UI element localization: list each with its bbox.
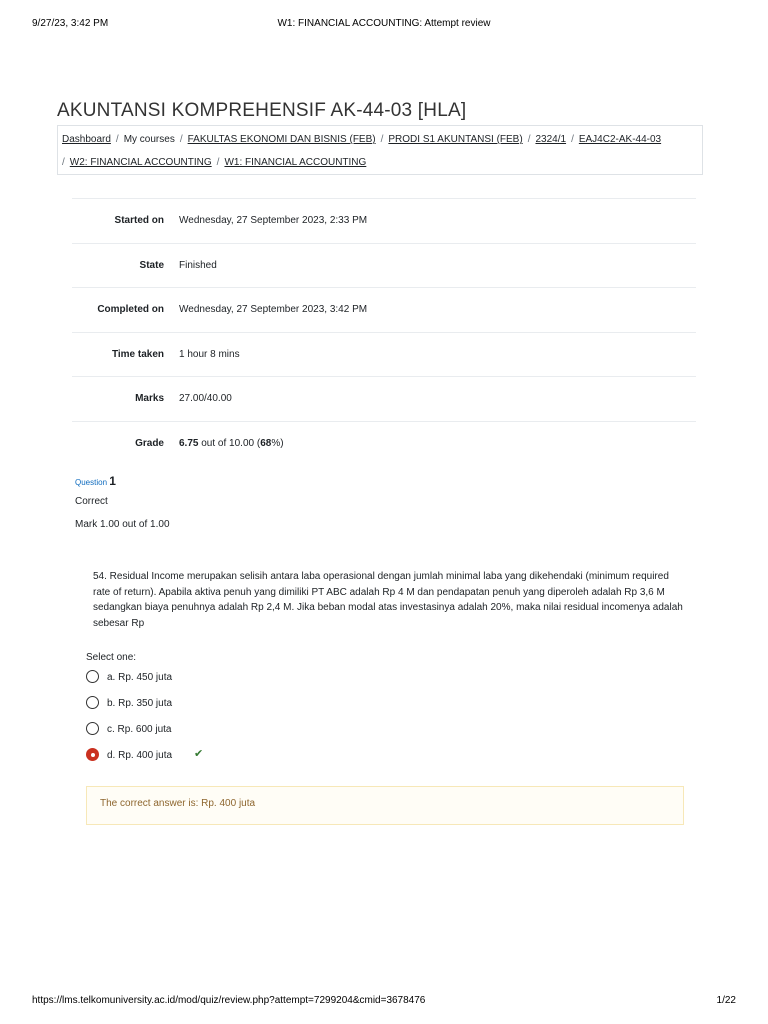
summary-label: Marks xyxy=(135,393,164,404)
radio-icon[interactable] xyxy=(86,696,99,709)
breadcrumb-separator: / xyxy=(62,157,65,168)
print-page-title: W1: FINANCIAL ACCOUNTING: Attempt review xyxy=(277,18,491,29)
grade-out-of: out of 10.00 ( xyxy=(198,437,261,449)
answer-label: c. Rp. 600 juta xyxy=(107,724,172,735)
check-icon: ✔ xyxy=(194,748,204,760)
breadcrumb-term[interactable]: 2324/1 xyxy=(535,134,567,145)
breadcrumb-separator: / xyxy=(527,134,531,145)
summary-row-time-taken xyxy=(72,333,696,378)
summary-row-state xyxy=(72,244,696,289)
summary-row-completed xyxy=(72,288,696,333)
breadcrumb-row-2 xyxy=(62,157,366,171)
grade-percent: 68 xyxy=(260,437,272,449)
answer-prompt: Select one: xyxy=(86,652,137,663)
breadcrumb-my-courses: My courses xyxy=(123,134,175,145)
grade-score: 6.75 xyxy=(179,437,199,449)
summary-value xyxy=(179,438,284,449)
correct-answer-feedback: The correct answer is: Rp. 400 juta xyxy=(86,786,684,825)
summary-label: Time taken xyxy=(111,348,164,360)
summary-row-marks xyxy=(72,377,696,422)
breadcrumb-course-code[interactable]: EAJ4C2-AK-44-03 xyxy=(578,134,662,145)
question-number-value: 1 xyxy=(109,474,116,488)
summary-value: 27.00/40.00 xyxy=(179,393,232,404)
breadcrumb-program[interactable]: PRODI S1 AKUNTANSI (FEB) xyxy=(388,134,523,145)
breadcrumb-separator: / xyxy=(380,134,384,145)
question-text: 54. Residual Income merupakan selisih antara laba operasional dengan jumlah minimal laba yang dikehendaki (minimum required rate of return). Apabila aktiva penuh yang dimiliki PT ABC adalah Rp 4 M dan pendapatan penuh yang diperoleh adalah Rp 3,6 M sedangkan biaya penuhnya adalah Rp 2,4 M. Jika beban modal atas investasinya adalah 20%, maka nilai residual incomenya adalah sebesar Rp xyxy=(93,571,683,629)
question-state: Correct xyxy=(75,496,108,507)
summary-label: Started on xyxy=(114,215,164,226)
print-header xyxy=(32,18,736,32)
print-datetime: 9/27/23, 3:42 PM xyxy=(32,18,109,29)
summary-row-started xyxy=(72,199,696,244)
breadcrumb-separator: / xyxy=(115,134,119,145)
summary-value: Wednesday, 27 September 2023, 3:42 PM xyxy=(179,304,368,315)
breadcrumb-separator: / xyxy=(216,157,220,168)
grade-end: %) xyxy=(271,437,284,449)
question-info xyxy=(75,474,170,530)
breadcrumb xyxy=(57,125,703,175)
question-number xyxy=(75,474,116,488)
breadcrumb-section[interactable]: W2: FINANCIAL ACCOUNTING xyxy=(69,157,212,168)
summary-value: 1 hour 8 mins xyxy=(179,348,240,360)
summary-value: Finished xyxy=(179,259,217,271)
breadcrumb-separator: / xyxy=(571,134,574,145)
answer-label: b. Rp. 350 juta xyxy=(107,698,173,709)
breadcrumb-dashboard[interactable]: Dashboard xyxy=(62,134,111,145)
radio-checked-icon[interactable] xyxy=(86,748,99,761)
radio-icon[interactable] xyxy=(86,722,99,735)
answer-label: a. Rp. 450 juta xyxy=(107,672,173,683)
print-page-number: 1/22 xyxy=(716,995,736,1006)
breadcrumb-quiz[interactable]: W1: FINANCIAL ACCOUNTING xyxy=(224,157,367,168)
summary-value: Wednesday, 27 September 2023, 2:33 PM xyxy=(179,215,368,226)
breadcrumb-row-1 xyxy=(62,134,661,148)
summary-label: State xyxy=(139,259,164,271)
summary-label: Grade xyxy=(135,437,164,449)
print-url: https://lms.telkomuniversity.ac.id/mod/quiz/review.php?attempt=7299204&cmid=3678476 xyxy=(32,995,426,1006)
course-title: AKUNTANSI KOMPREHENSIF AK-44-03 [HLA] xyxy=(57,100,467,121)
summary-label: Completed on xyxy=(97,304,164,315)
question-grade: Mark 1.00 out of 1.00 xyxy=(75,519,170,530)
question-label: Question xyxy=(75,478,108,487)
radio-icon[interactable] xyxy=(86,670,99,683)
breadcrumb-separator: / xyxy=(179,134,183,145)
breadcrumb-faculty[interactable]: FAKULTAS EKONOMI DAN BISNIS (FEB) xyxy=(187,134,376,145)
attempt-summary-table xyxy=(72,198,696,465)
answer-label: d. Rp. 400 juta xyxy=(107,750,173,761)
print-footer xyxy=(32,995,736,1009)
summary-row-grade xyxy=(72,422,696,466)
